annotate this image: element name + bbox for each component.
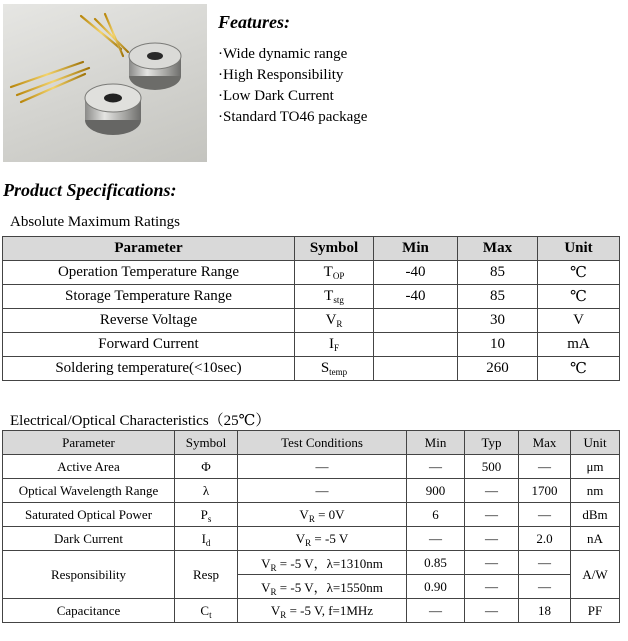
unit-cell: mA	[538, 333, 620, 357]
max-cell: 18	[519, 599, 571, 623]
table-row	[3, 527, 620, 551]
condition-cell: $V_R = -5$ V，λ=1310nm	[238, 551, 407, 575]
parameter-cell: Optical Wavelength Range	[3, 479, 175, 503]
min-cell: —	[407, 455, 465, 479]
header-min: Min	[374, 237, 458, 261]
parameter-cell: Storage Temperature Range	[3, 285, 295, 309]
condition-cell: $V_R = -5$ V, f=1MHz	[238, 599, 407, 623]
max-cell: 260	[458, 357, 538, 381]
feature-item: ·Standard TO46 package	[218, 109, 368, 125]
parameter-cell: Saturated Optical Power	[3, 503, 175, 527]
min-cell: 0.85	[407, 551, 465, 575]
condition-cell: $V_R = -5$ V	[238, 527, 407, 551]
table-header-row	[3, 431, 620, 455]
typ-cell: —	[465, 551, 519, 575]
feature-item: ·High Responsibility	[218, 67, 344, 83]
unit-cell: dBm	[571, 503, 620, 527]
unit-cell: ℃	[538, 357, 620, 381]
symbol-cell: $P_s$	[175, 503, 238, 527]
table-row	[3, 285, 620, 309]
min-cell	[374, 333, 458, 357]
symbol-cell: $S_{temp}$	[295, 357, 374, 381]
absolute-max-ratings-table	[2, 236, 620, 381]
table-row	[3, 261, 620, 285]
max-cell: —	[519, 503, 571, 527]
min-cell: 6	[407, 503, 465, 527]
typ-cell: —	[465, 479, 519, 503]
condition-cell: —	[238, 479, 407, 503]
table-row	[3, 333, 620, 357]
max-cell: 30	[458, 309, 538, 333]
feature-item: ·Wide dynamic range	[218, 46, 348, 62]
min-cell: 900	[407, 479, 465, 503]
symbol-cell: $T_{stg}$	[295, 285, 374, 309]
typ-cell: —	[465, 575, 519, 599]
header-test-conditions: Test Conditions	[238, 431, 407, 455]
parameter-cell: Dark Current	[3, 527, 175, 551]
symbol-cell: $V_R$	[295, 309, 374, 333]
table-row	[3, 309, 620, 333]
table-row	[3, 455, 620, 479]
min-cell	[374, 357, 458, 381]
feature-item: ·Low Dark Current	[218, 88, 334, 104]
typ-cell: 500	[465, 455, 519, 479]
symbol-cell: $T_{OP}$	[295, 261, 374, 285]
unit-cell: PF	[571, 599, 620, 623]
features-section	[218, 12, 367, 128]
electrical-optical-title: Electrical/Optical Characteristics（25℃）	[10, 413, 271, 429]
header-parameter: Parameter	[3, 431, 175, 455]
header-symbol: Symbol	[175, 431, 238, 455]
parameter-cell: Active Area	[3, 455, 175, 479]
unit-cell: A/W	[571, 551, 620, 599]
min-cell	[374, 309, 458, 333]
typ-cell: —	[465, 503, 519, 527]
parameter-cell: Soldering temperature(<10sec)	[3, 357, 295, 381]
header-unit: Unit	[571, 431, 620, 455]
header-unit: Unit	[538, 237, 620, 261]
typ-cell: —	[465, 527, 519, 551]
table-row	[3, 503, 620, 527]
typ-cell: —	[465, 599, 519, 623]
max-cell: 85	[458, 285, 538, 309]
min-cell: —	[407, 527, 465, 551]
min-cell: -40	[374, 285, 458, 309]
max-cell: —	[519, 551, 571, 575]
unit-cell: nm	[571, 479, 620, 503]
condition-cell: $V_R = 0V$	[238, 503, 407, 527]
parameter-cell: Operation Temperature Range	[3, 261, 295, 285]
photodiode-image	[3, 4, 207, 162]
absolute-max-ratings-title: Absolute Maximum Ratings	[10, 214, 180, 230]
header-symbol: Symbol	[295, 237, 374, 261]
max-cell: —	[519, 455, 571, 479]
symbol-cell: $C_t$	[175, 599, 238, 623]
min-cell: -40	[374, 261, 458, 285]
table-row	[3, 599, 620, 623]
min-cell: —	[407, 599, 465, 623]
min-cell: 0.90	[407, 575, 465, 599]
table-row	[3, 551, 620, 575]
symbol-cell: λ	[175, 479, 238, 503]
header-max: Max	[519, 431, 571, 455]
unit-cell: ℃	[538, 285, 620, 309]
unit-cell: nA	[571, 527, 620, 551]
symbol-cell: Φ	[175, 455, 238, 479]
parameter-cell: Reverse Voltage	[3, 309, 295, 333]
header-parameter: Parameter	[3, 237, 295, 261]
condition-cell: $V_R = -5$ V，λ=1550nm	[238, 575, 407, 599]
header-min: Min	[407, 431, 465, 455]
max-cell: 1700	[519, 479, 571, 503]
max-cell: 10	[458, 333, 538, 357]
parameter-cell: Responsibility	[3, 551, 175, 599]
symbol-cell: $I_F$	[295, 333, 374, 357]
unit-cell: ℃	[538, 261, 620, 285]
table-row	[3, 357, 620, 381]
symbol-cell: $I_d$	[175, 527, 238, 551]
max-cell: 85	[458, 261, 538, 285]
unit-cell: μm	[571, 455, 620, 479]
product-specifications-title: Product Specifications:	[3, 180, 177, 200]
table-row	[3, 479, 620, 503]
features-title: Features:	[218, 12, 290, 32]
parameter-cell: Capacitance	[3, 599, 175, 623]
table-header-row	[3, 237, 620, 261]
electrical-optical-table	[2, 430, 620, 623]
condition-cell: —	[238, 455, 407, 479]
product-photo	[3, 4, 207, 162]
parameter-cell: Forward Current	[3, 333, 295, 357]
max-cell: —	[519, 575, 571, 599]
symbol-cell: Resp	[175, 551, 238, 599]
unit-cell: V	[538, 309, 620, 333]
header-typ: Typ	[465, 431, 519, 455]
max-cell: 2.0	[519, 527, 571, 551]
header-max: Max	[458, 237, 538, 261]
